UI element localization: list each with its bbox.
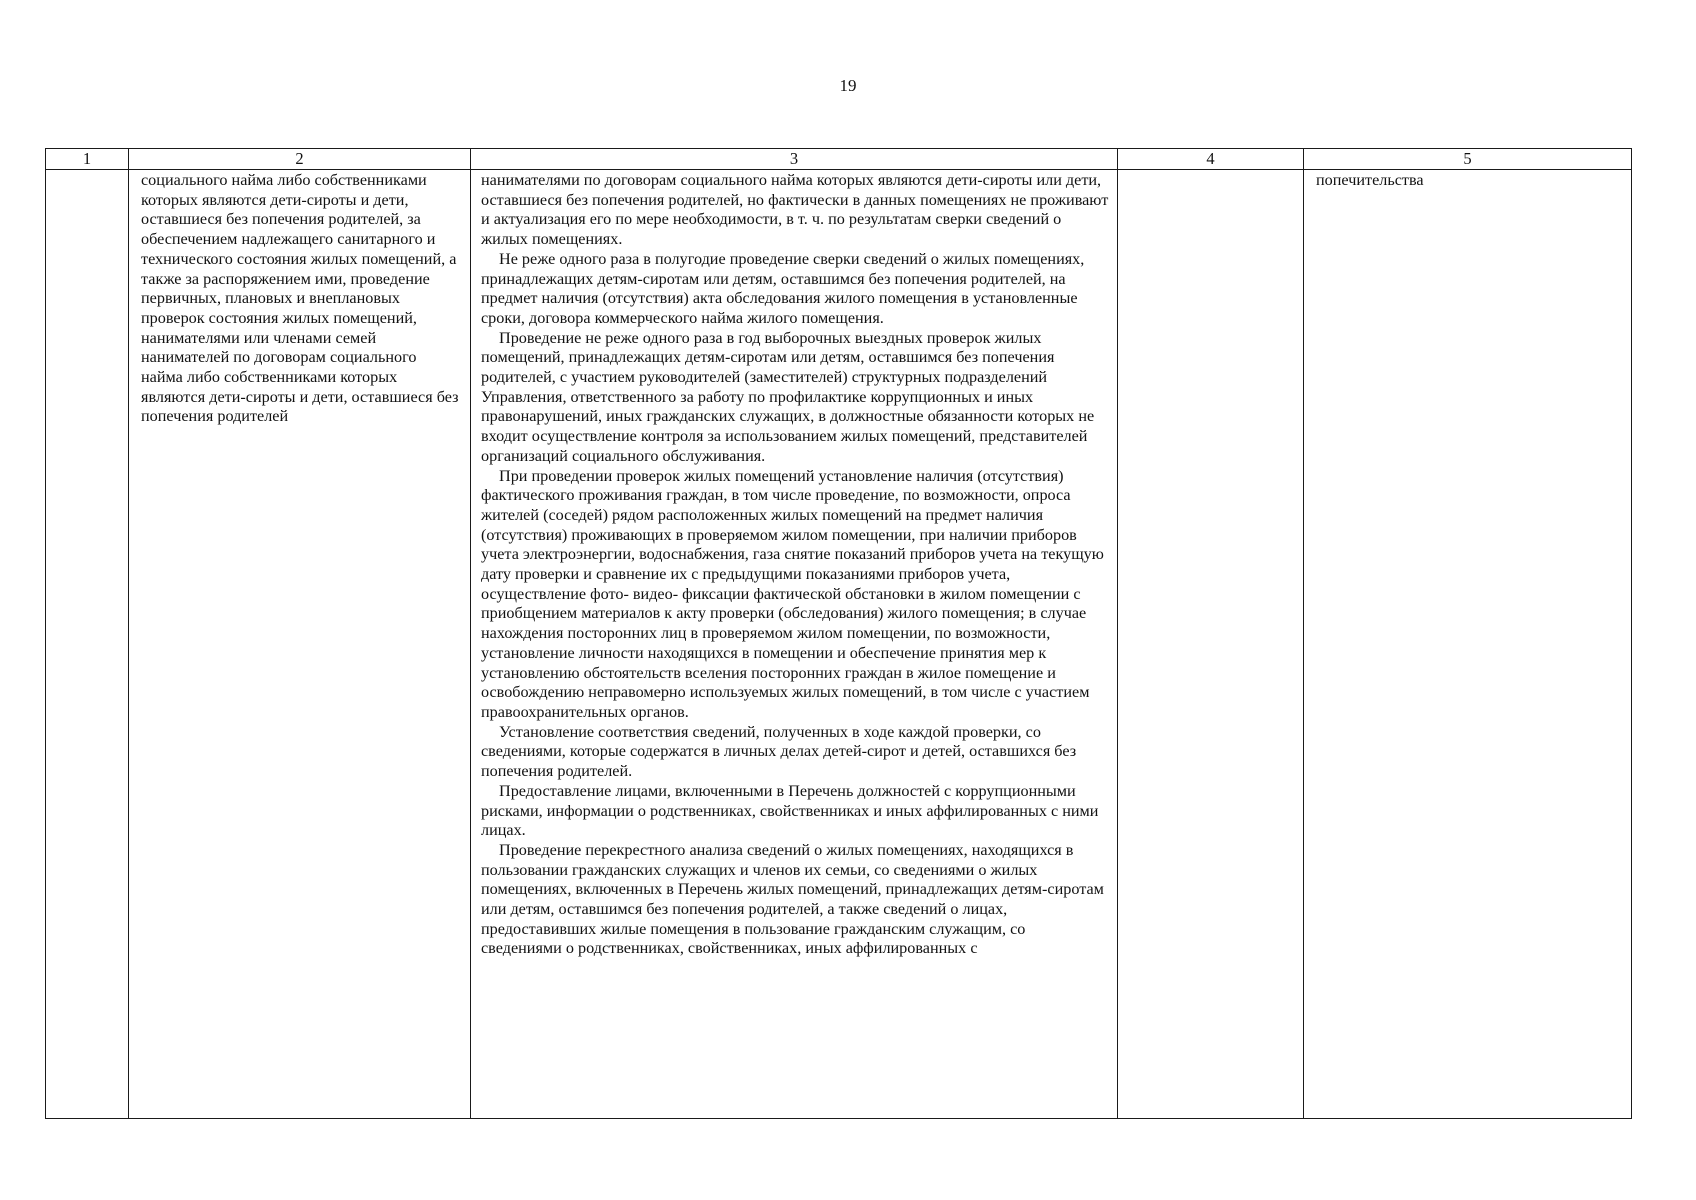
- cell-col-4-text: [1118, 170, 1303, 171]
- cell-col-2: [129, 170, 471, 1119]
- measures-table: [45, 148, 1632, 1119]
- cell-col-5: [1304, 170, 1632, 1119]
- paragraph: Проведение перекрестного анализа сведений о жилых помещениях, находящихся в пользовании гражданских служащих и членов их семьи, со сведениями о жилых помещениях, включенных в Перечень жилых помещений, принадлежащих детям-сиротам или детям, оставшимся без попечения родителей, а также сведений о лицах, предоставивших жилые помещения в пользование гражданским служащим, со сведениями о родственниках, свойственниках, иных аффилированных с: [481, 840, 1104, 958]
- table-row: [46, 170, 1632, 1119]
- page-number: 19: [839, 76, 857, 95]
- paragraph: Проведение не реже одного раза в год выборочных выездных проверок жилых помещений, принадлежащих детям-сиротам или детям, оставшимся без попечения родителей, с участием руководителей (заместителей) структурных подразделений Управления, ответственного за работу по профилактике коррупционных и иных правонарушений, иных гражданских служащих, в должностные обязанности которых не входит осуществление контроля за использованием жилых помещений, представителей организаций социального обслуживания.: [481, 328, 1095, 465]
- cell-col-3: [471, 170, 1118, 1119]
- paragraph: нанимателями по договорам социального найма которых являются дети-сироты или дети, оставшиеся без попечения родителей, но фактически в данных помещениях не проживают и актуализация его по мере необходимости, в т. ч. по результатам сверки сведений о жилых помещениях.: [481, 171, 1109, 249]
- paragraph: При проведении проверок жилых помещений установление наличия (отсутствия) фактического проживания граждан, в том числе проведение, по возможности, опроса жителей (соседей) рядом расположенных жилых помещений на предмет наличия (отсутствия) проживающих в проверяемом жилом помещении, при наличии приборов учета электроэнергии, водоснабжения, газа снятие показаний приборов учета на текущую дату проверки и сравнение их с предыдущими показаниями приборов учета, осуществление фото- видео- фиксации фактической обстановки в жилом помещении с приобщением материалов к акту проверки (обследования) жилого помещения; в случае нахождения посторонних лиц в проверяемом жилом помещении, по возможности, установление личности находящихся в помещении и обеспечение принятия мер к установлению обстоятельств вселения посторонних граждан в жилое помещение и освобождению неправомерно используемых жилых помещений, в том числе с участием правоохранительных органов.: [481, 466, 1104, 721]
- paragraph: Не реже одного раза в полугодие проведение сверки сведений о жилых помещениях, принадлежащих детям-сиротам или детям, оставшимся без попечения родителей, на предмет наличия (отсутствия) акта обследования жилого помещения в установленные сроки, договора коммерческого найма жилого помещения.: [481, 249, 1085, 327]
- cell-col-1: [46, 170, 129, 1119]
- header-col-4: 4: [1118, 149, 1304, 170]
- cell-col-3-text: [471, 170, 1117, 959]
- paragraph: Предоставление лицами, включенными в Перечень должностей с коррупционными рисками, информации о родственниках, свойственниках и иных аффилированных с ними лицах.: [481, 781, 1099, 840]
- header-col-3: 3: [471, 149, 1118, 170]
- header-col-2: 2: [129, 149, 471, 170]
- cell-col-1-text: [46, 170, 128, 171]
- cell-col-4: [1118, 170, 1304, 1119]
- header-col-5: 5: [1304, 149, 1632, 170]
- cell-col-2-text: социального найма либо собственниками которых являются дети-сироты и дети, оставшиеся без попечения родителей, за обеспечением надлежащего санитарного и технического состояния жилых помещений, а также за распоряжением ими, проведение первичных, плановых и внеплановых проверок состояния жилых помещений, нанимателями или членами семей нанимателей по договорам социального найма либо собственниками которых являются дети-сироты и дети, оставшиеся без попечения родителей: [141, 171, 459, 426]
- cell-col-5-text: попечительства: [1316, 171, 1424, 189]
- header-row: [46, 149, 1632, 170]
- header-col-1: 1: [46, 149, 129, 170]
- paragraph: Установление соответствия сведений, полученных в ходе каждой проверки, со сведениями, которые содержатся в личных делах детей-сирот и детей, оставшихся без попечения родителей.: [481, 722, 1077, 781]
